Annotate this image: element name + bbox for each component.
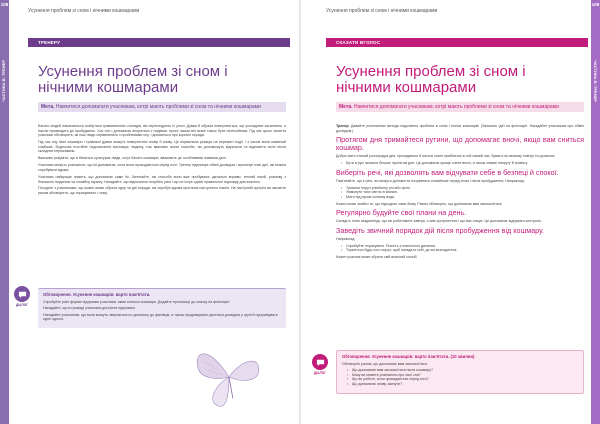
paragraph: Багато людей намагаються позбутися травматичних спогадів, які переслідують їх уночі. Думки й образи повертаються, що ускладнює засинання, а інколи призводять до пробуджень. Хоч сон і допомагає впоратися з подіями, проте часом він може також бути неспокійним. Під час цього заняття учасники обговорять, як інші люди справлялися з проблемами сну, і дізнаються про корисні поради. bbox=[38, 124, 286, 138]
running-head-left: Усунення проблем зі сном і нічними кошмарами bbox=[28, 8, 140, 14]
bullet-list bbox=[341, 244, 584, 253]
page-title-right: Усунення проблем зі сном і нічними кошмарами bbox=[336, 63, 526, 96]
discussion-list bbox=[347, 368, 578, 386]
discussion-paragraph: Нагадайте учасникам, що вони можуть звертатися по допомогу до фахівців, а також продовжувати ділитися досвідом у групі й підтримувати одне одного. bbox=[43, 312, 278, 322]
paragraph: Учасники можуть розповісти, що їм допомагає, коли вони прокидаються серед ночі. Тренер підтримує обмін досвідом і пропонує нові ідеї, які можна спробувати вдома. bbox=[38, 163, 286, 172]
paragraph: Добре мати сталий розпорядок дня: прокидатися й лягати спати приблизно в той самий час, бувати на свіжому повітрі та рухатися. bbox=[336, 154, 556, 159]
body-text-left bbox=[38, 124, 286, 198]
butterfly-illustration bbox=[190, 338, 268, 416]
goal-box-left bbox=[38, 102, 286, 112]
right-page bbox=[310, 0, 588, 424]
list-item: • Торкніться будь-чого поруч, щоб нагадати собі, де ви знаходитеся. bbox=[341, 248, 584, 253]
badge-label-left: ДІАЛОГ bbox=[16, 303, 29, 307]
list-item: • Спробуйте порахувати. Почніть з повільного дихання. bbox=[341, 244, 584, 249]
paragraph: Учасники найкраще знають, що допомагає саме їм. Запитайте, які способи вони вже пробували: дихальні вправи, теплий напій, розмову з близькою людиною чи спокійну музику. Нагадайте, що відпочинок потрібен усім і що не існує однієї правильної відповіді для кожного. bbox=[38, 174, 286, 184]
paragraph: Кожен може знайти те, що підходить саме йому. Разом обговоріть, що допомагає вам заспокоїтися. bbox=[336, 201, 503, 206]
list-item: • Кому ви можете розповісти про свої сни? bbox=[347, 373, 578, 378]
list-item: • Тримати поруч улюблену річ або фото. bbox=[341, 186, 584, 191]
right-side-tab bbox=[591, 0, 600, 424]
subheading: Заведіть звичний порядок дій після пробудження від кошмару. bbox=[336, 225, 544, 235]
left-page bbox=[12, 0, 290, 424]
subheading: Протягом дня тримайтеся рутини, що допомагає вночі, якщо вам сниться кошмар. bbox=[336, 135, 584, 153]
section-bar-right bbox=[326, 38, 588, 47]
list-item: • Бути в русі якомога більше протягом дня. Це допомагає краще спати вночі, а також знімає напругу й тривогу. bbox=[341, 161, 584, 166]
goal-label-right: Мета. bbox=[339, 104, 353, 110]
section-label-right: СКАЗАТИ ВГОЛОС bbox=[336, 39, 381, 45]
gutter bbox=[299, 0, 301, 424]
goal-box-right bbox=[336, 102, 584, 112]
list-item: • Що допомагає знову заснути? bbox=[347, 382, 578, 387]
paragraph: Пам'ятайте, що є речі, які можуть допомогти почуватися спокійніше перед сном і після пробудження. Наприклад: bbox=[336, 178, 525, 183]
subheading: Виберіть речі, які дозволять вам відчувати себе в безпеці й спокої. bbox=[336, 167, 559, 177]
intro-label: Тренер. bbox=[336, 124, 350, 128]
page-number-left: 108 bbox=[0, 2, 9, 7]
goal-label-left: Мета. bbox=[41, 104, 55, 110]
section-bar-left bbox=[28, 38, 290, 47]
discussion-box-left bbox=[38, 288, 286, 328]
speech-bubble-icon bbox=[316, 358, 325, 367]
side-label-left: ЧАСТИНА B: ТРЕНЕР bbox=[1, 60, 6, 102]
intro-text: Давайте розглянемо методи подолання проблем зі сном і нічних кошмарів. (Запишіть ідеї на фліпчарті. Нагадайте учасникам про обмін досвідом.) bbox=[336, 124, 584, 133]
paragraph: Важливо розуміти, що в багатьох культурах люди, котрі бачать кошмари, вважають це особливими знаками долі. bbox=[38, 156, 227, 161]
discussion-paragraph: Спробуйте різні форми підтримки учасників, яким сняться кошмари. Додайте пропозиції до списку на фліпчарті. bbox=[43, 299, 231, 304]
list-item: • Мати під рукою склянку води. bbox=[341, 195, 584, 200]
list-item: • Що ви робите, коли прокидаєтеся серед ночі? bbox=[347, 377, 578, 382]
intro bbox=[336, 124, 584, 133]
discussion-badge-left bbox=[14, 286, 30, 302]
paragraph: Під час сну нічні кошмари і тривожні думки можуть повертатися знову й знову. Це нормальна реакція на пережиті події, і з часом вона зазвичай слабшає. Водночас постійне недосипання виснажує людину, тож важливо знати способи, які допоможуть відпочити та відновити сили після складних переживань. bbox=[38, 140, 286, 154]
badge-label-right: ДІАЛОГ bbox=[314, 371, 327, 375]
left-side-tab bbox=[0, 0, 9, 424]
running-head-right: Усунення проблем зі сном і нічними кошмарами bbox=[326, 8, 438, 14]
paragraph: Кожен учасник може обрати свій власний спосіб. bbox=[336, 254, 418, 259]
speech-bubble-icon bbox=[18, 290, 27, 299]
page-title-left: Усунення проблем зі сном і нічними кошмарами bbox=[38, 63, 228, 96]
bullet-list bbox=[341, 186, 584, 200]
goal-text-left: Навчитися допомагати учасникам, котрі мають проблеми зі сном та нічними кошмарами bbox=[54, 104, 261, 110]
section-label-left: ТРЕНЕРУ bbox=[38, 39, 61, 45]
page-number-right: 109 bbox=[591, 2, 600, 7]
discussion-badge-right bbox=[312, 354, 328, 370]
bullet-list bbox=[341, 161, 584, 166]
list-item: • Увімкнути тихе світло в кімнаті. bbox=[341, 190, 584, 195]
discussion-intro: Обговоріть разом, що допомагає вам заспокоїтися: bbox=[342, 361, 428, 366]
goal-text-right: Навчитися допомагати учасникам, котрі мають проблеми зі сном та нічними кошмарами bbox=[352, 104, 559, 110]
body-text-right bbox=[336, 124, 584, 262]
paragraph: Складіть план заздалегідь: що ви робитимете завтра, з ким зустрінетеся і що вас очікує. Це допомагає відчувати контроль. bbox=[336, 219, 542, 224]
subheading: Регулярно будуйте свої плани на день. bbox=[336, 208, 467, 218]
paragraph: Наприклад: bbox=[336, 236, 356, 241]
discussion-box-right bbox=[336, 350, 584, 394]
list-item: • Що допомагає вам заспокоїтися після кошмару? bbox=[347, 368, 578, 373]
discussion-paragraph: Нагадайте, що в громаді учасників доступна підтримка. bbox=[43, 306, 136, 311]
paragraph: Погодьте з учасниками, що кожен може обрати одну чи дві поради, які спробує вдома протягом наступного тижня. На наступній зустрічі ви зможете разом обговорити, що спрацювало і чому. bbox=[38, 186, 286, 196]
discussion-title-left: Обговорення. Усунення кошмарів: варто пам'ятати. bbox=[43, 292, 151, 297]
side-label-right: ЧАСТИНА B: ТРЕНЕР bbox=[593, 60, 598, 102]
discussion-title-right: Обговорення. Усунення кошмарів: варто пам'ятати. (10 хвилин) bbox=[342, 354, 475, 359]
